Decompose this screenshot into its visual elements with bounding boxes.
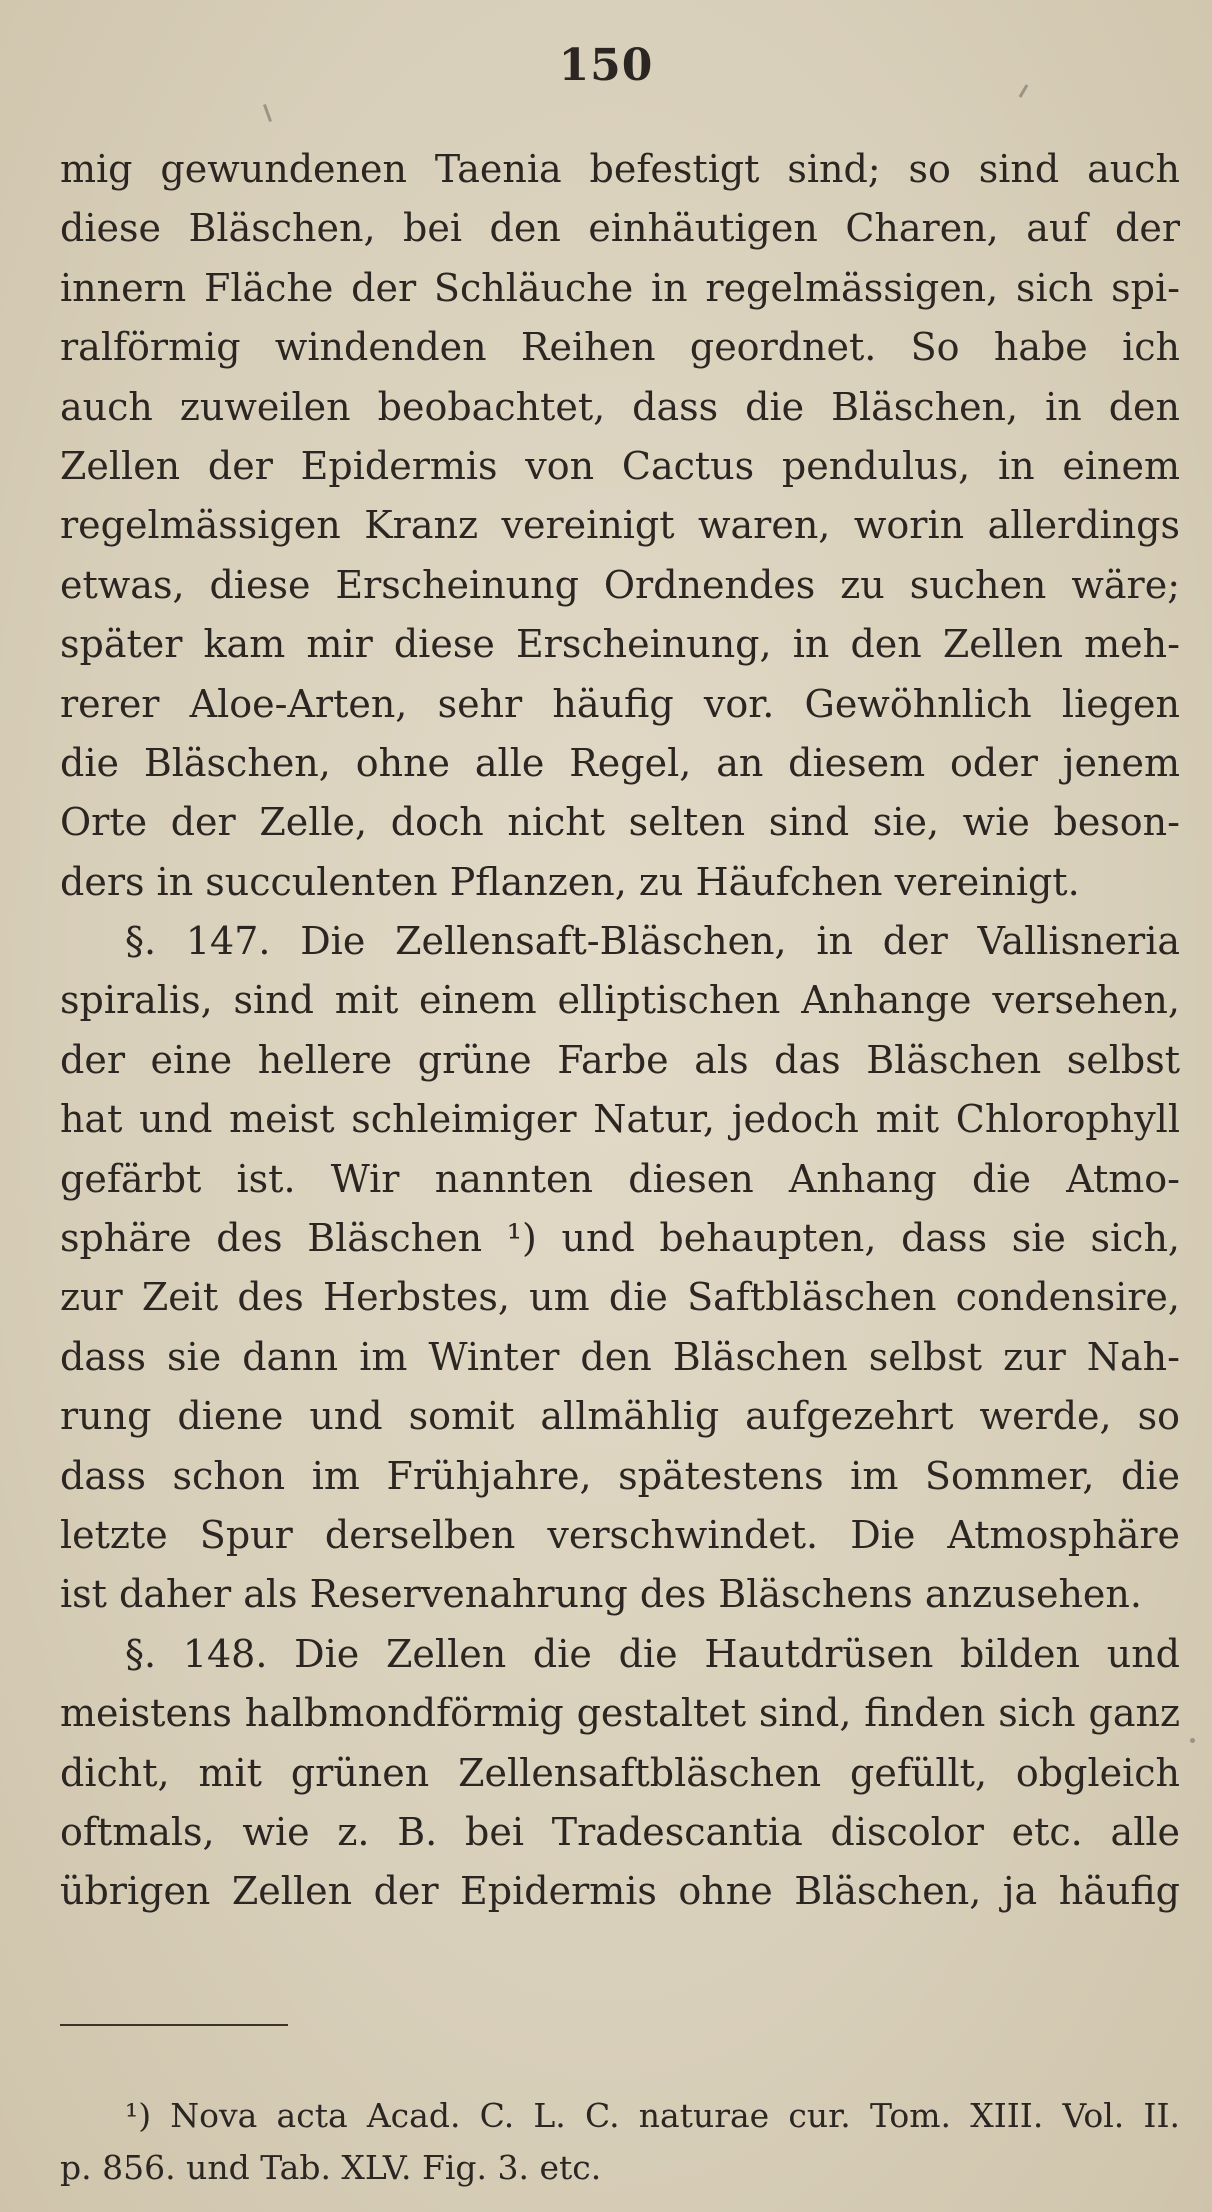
text-line: etwas, diese Erscheinung Ordnendes zu suchen wäre; [60, 562, 1180, 607]
page-number: 150 [558, 40, 654, 91]
text-line: gefärbt ist. Wir nannten diesen Anhang die Atmo- [60, 1156, 1180, 1201]
section-148-heading-line: §. 148. Die Zellen die die Hautdrüsen bilden und [125, 1631, 1180, 1676]
footnote [60, 2090, 1180, 2194]
text-line: hat und meist schleimiger Natur, jedoch mit Chlorophyll [60, 1097, 1180, 1142]
text-line: innern Fläche der Schläuche in regelmässigen, sich spi- [60, 265, 1180, 310]
text-line: oftmals, wie z. B. bei Tradescantia discolor etc. alle [60, 1809, 1180, 1854]
ink-speck [263, 104, 272, 122]
text-line: ralförmig windenden Reihen geordnet. So habe ich [60, 325, 1180, 370]
text-line: sphäre des Bläschen ¹) und behaupten, dass sie sich, [60, 1216, 1180, 1261]
footnote-line: ¹) Nova acta Acad. C. L. C. naturae cur. Tom. XIII. Vol. II. [125, 2096, 1180, 2135]
text-line: dass sie dann im Winter den Bläschen selbst zur Nah- [60, 1334, 1180, 1379]
footnote-line: p. 856. und Tab. XLV. Fig. 3. etc. [60, 2148, 602, 2187]
ink-speck [1190, 1738, 1195, 1743]
text-line: später kam mir diese Erscheinung, in den Zellen meh- [60, 622, 1180, 667]
text-line: letzte Spur derselben verschwindet. Die Atmosphäre [60, 1512, 1180, 1557]
paragraph-last-line: ders in succulenten Pflanzen, zu Häufchen vereinigt. [60, 859, 1080, 904]
text-line: Zellen der Epidermis von Cactus pendulus, in einem [60, 443, 1180, 488]
text-line: Orte der Zelle, doch nicht selten sind sie, wie beson- [60, 800, 1180, 845]
text-line: rung diene und somit allmählig aufgezehrt werde, so [60, 1394, 1180, 1439]
text-line: mig gewundenen Taenia befestigt sind; so sind auch [60, 147, 1180, 191]
text-line: dicht, mit grünen Zellensaftbläschen gefüllt, obgleich [60, 1750, 1180, 1795]
text-line: rerer Aloe-Arten, sehr häufig vor. Gewöhnlich liegen [60, 681, 1180, 726]
body-text [60, 140, 1180, 1922]
text-line: spiralis, sind mit einem elliptischen Anhange versehen, [60, 978, 1180, 1023]
text-line: meistens halbmondförmig gestaltet sind, finden sich ganz [60, 1691, 1180, 1736]
section-147-heading-line: §. 147. Die Zellensaft-Bläschen, in der Vallisneria [125, 919, 1180, 964]
text-line: regelmässigen Kranz vereinigt waren, worin allerdings [60, 503, 1180, 548]
text-line: übrigen Zellen der Epidermis ohne Bläschen, ja häufig [60, 1869, 1180, 1914]
text-line: der eine hellere grüne Farbe als das Bläschen selbst [60, 1037, 1180, 1082]
text-line: zur Zeit des Herbstes, um die Saftbläschen condensire, [60, 1275, 1180, 1320]
text-line: dass schon im Frühjahre, spätestens im Sommer, die [60, 1453, 1180, 1498]
text-line: auch zuweilen beobachtet, dass die Bläschen, in den [60, 384, 1180, 429]
text-line: die Bläschen, ohne alle Regel, an diesem oder jenem [60, 740, 1180, 785]
paragraph-last-line: ist daher als Reservenahrung des Bläschens anzusehen. [60, 1572, 1142, 1617]
footnote-separator [60, 2024, 288, 2026]
text-line: diese Bläschen, bei den einhäutigen Charen, auf der [60, 206, 1180, 251]
